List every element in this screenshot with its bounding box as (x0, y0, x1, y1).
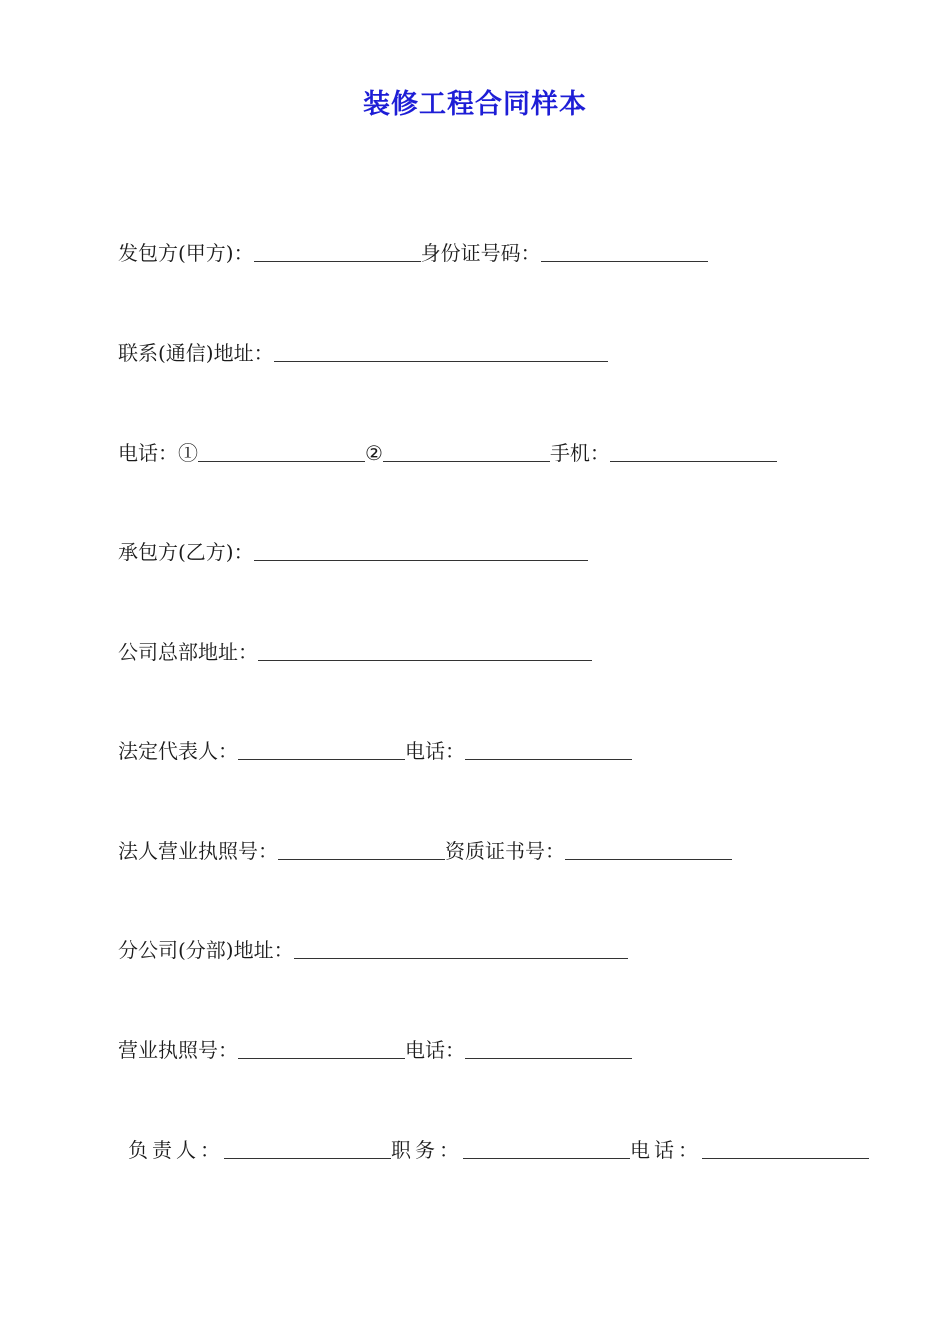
blank-hq-address[interactable] (258, 638, 592, 661)
row-person-in-charge (128, 1133, 869, 1163)
row-branch-license (118, 1033, 632, 1063)
label-charge-phone: 电话： (630, 1138, 702, 1162)
document-title: 装修工程合同样本 (363, 89, 587, 120)
blank-charge-phone[interactable] (702, 1136, 869, 1159)
blank-party-b[interactable] (254, 538, 588, 561)
label-party-a: 发包方(甲方)： (118, 241, 254, 265)
label-phone-2: ② (365, 441, 383, 465)
label-contact-address: 联系(通信)地址： (118, 341, 274, 365)
blank-legal-rep[interactable] (238, 737, 405, 760)
row-business-license (118, 834, 732, 864)
label-person-in-charge: 负责人： (128, 1138, 224, 1162)
row-contact-address (118, 336, 608, 366)
row-phone-a (118, 436, 777, 466)
label-branch-address: 分公司(分部)地址： (118, 938, 294, 962)
row-hq-address (118, 635, 592, 665)
blank-legal-rep-phone[interactable] (465, 737, 632, 760)
row-party-b (118, 535, 588, 565)
blank-phone-1[interactable] (198, 439, 365, 462)
label-branch-phone: 电话： (405, 1038, 465, 1062)
blank-branch-address[interactable] (294, 936, 628, 959)
label-phone-1: 电话：① (118, 441, 198, 465)
blank-business-license[interactable] (278, 837, 445, 860)
blank-branch-license[interactable] (238, 1036, 405, 1059)
blank-position[interactable] (463, 1136, 630, 1159)
row-party-a (118, 236, 708, 266)
row-legal-rep (118, 734, 632, 764)
label-qualification-cert: 资质证书号： (445, 839, 565, 863)
label-hq-address: 公司总部地址： (118, 640, 258, 664)
blank-branch-phone[interactable] (465, 1036, 632, 1059)
label-legal-rep-phone: 电话： (405, 739, 465, 763)
blank-person-in-charge[interactable] (224, 1136, 391, 1159)
blank-qualification-cert[interactable] (565, 837, 732, 860)
label-mobile: 手机： (549, 441, 610, 465)
blank-mobile[interactable] (610, 439, 777, 462)
label-branch-license: 营业执照号： (118, 1038, 238, 1062)
label-legal-rep: 法定代表人： (118, 739, 238, 763)
label-business-license: 法人营业执照号： (118, 839, 278, 863)
blank-phone-2[interactable] (383, 439, 550, 462)
blank-id-number[interactable] (541, 239, 708, 262)
label-position: 职务： (391, 1138, 463, 1162)
label-id-number: 身份证号码： (420, 241, 541, 265)
row-branch-address (118, 933, 628, 963)
blank-contact-address[interactable] (274, 339, 608, 362)
label-party-b: 承包方(乙方)： (118, 540, 254, 564)
blank-party-a[interactable] (254, 239, 421, 262)
